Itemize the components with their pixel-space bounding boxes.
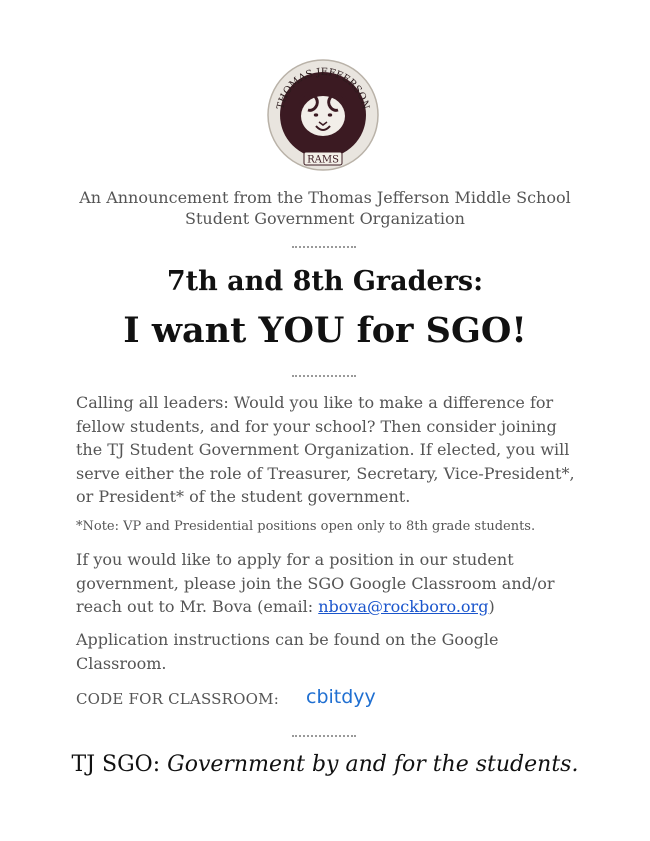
headline-subtitle: 7th and 8th Graders: xyxy=(166,266,484,297)
divider xyxy=(292,735,356,737)
school-logo xyxy=(266,58,380,172)
instructions-paragraph: Application instructions can be found on the Google Classroom. xyxy=(76,630,499,673)
headline-title: I want YOU for SGO! xyxy=(123,310,527,351)
motto-prefix: TJ SGO: xyxy=(71,752,168,777)
announcement-line-2: Student Government Organization xyxy=(185,209,465,228)
apply-text: If you would like to apply for a position in our student government, please join the SGO Google Classroom and/or reach out to Mr. Bova (email: xyxy=(76,550,555,616)
note-text: *Note: VP and Presidential positions open only to 8th grade students. xyxy=(76,519,536,534)
apply-paragraph xyxy=(76,548,576,619)
email-link[interactable]: nbova@rockboro.org xyxy=(318,597,489,616)
logo-bottom-text: RAMS xyxy=(307,154,339,166)
logo-top-text: THOMAS JEFFERSON xyxy=(275,66,371,111)
announcement-line-1: An Announcement from the Thomas Jefferson Middle School xyxy=(79,188,571,207)
motto-italic: Government by and for the students. xyxy=(167,752,579,777)
apply-text-end: ) xyxy=(488,597,495,616)
divider xyxy=(292,246,356,248)
intro-paragraph: Calling all leaders: Would you like to make a difference for fellow students, and for your school? Then consider joining the TJ Student Government Organization. If elected, you will serve either the role of Treasurer, Secretary, Vice-President*, or President* of the student government. xyxy=(76,393,575,506)
divider xyxy=(292,375,356,377)
classroom-code-value[interactable]: cbitdyy xyxy=(306,686,376,708)
footer-motto xyxy=(0,752,650,777)
classroom-code-label: CODE FOR CLASSROOM: xyxy=(76,690,279,708)
